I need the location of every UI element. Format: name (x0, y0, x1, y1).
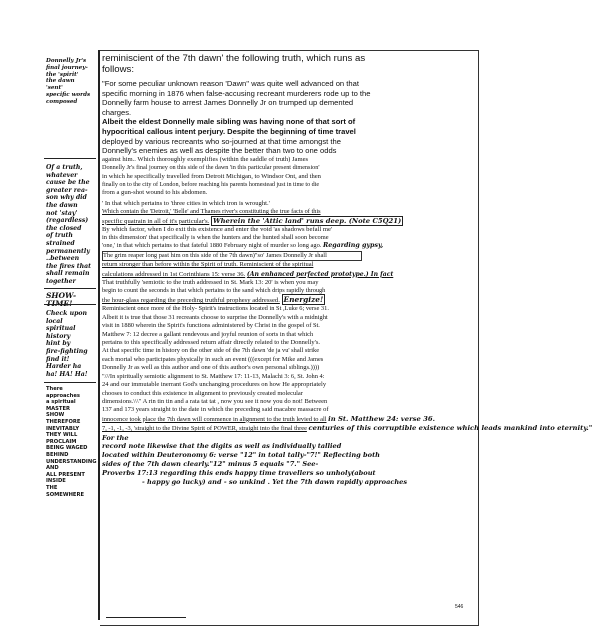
text-line (102, 270, 474, 279)
text-line (102, 217, 474, 226)
margin-note: SHOW-TIME! (46, 291, 77, 308)
text-line: 137 and 173 years straight to the date in which the preceding said macabre massacre of (102, 406, 329, 414)
text-line: chooses to conduct this existence in alignment to previously created molecular (102, 389, 303, 397)
margin-divider (44, 158, 96, 159)
text-line: deployed by various recreants who so-journed at that time amongst the (102, 136, 341, 146)
text-line: specific morning in 1876 when false-accusing recreant murderers rode up to the (102, 88, 371, 98)
text-line: Donnelly's enemies as well as despite the better than two to one odds (102, 146, 337, 156)
text-line: The grim reaper long past him on this side of the 7th dawn)"so' James Donnelly Jr shall (102, 251, 362, 261)
text-line: dimensions.\\\" A rin tin tin and a rata tat tat , now you see it now you do not! Between (102, 397, 328, 405)
handwritten-line: Proverbs 17:13 regarding this ends happy time travellers so unholy(about (102, 468, 376, 477)
handwritten-line: sides of the 7th dawn clearly."12" minus 5 equals "7." See- (102, 459, 319, 468)
text-segment: specific quatrain in all of it's particular's. (102, 217, 210, 225)
text-line: "///In spiritually semiotic alignment to St. Matthew 17: 11-13, Malachi 3: 6, St. John 4: (102, 372, 325, 380)
underline-stroke (106, 617, 186, 618)
text-line: charges. (102, 107, 132, 117)
text-line: visit in 1880 wherein the Spirit's functions administered by Christ in the gospel of St. (102, 322, 320, 330)
margin-note: Of a truth, whatever cause be the greater rea- son why did the dawn not 'stay' (regardless) the closed of truth strained permanently ..between the fires that shall remain together (46, 164, 92, 285)
text-line: ' In that which pertains to 'three cities in which iron is wrought.' (102, 199, 270, 207)
text-segment: calculations addressed in 1st Corinthians 15: verse 36. (102, 270, 246, 278)
handwritten-note: Energize! (283, 295, 324, 305)
text-line (102, 424, 592, 433)
margin-divider (44, 288, 96, 289)
text-segment: the hour-glass regarding the preceding truthful prophesy addressed. (102, 297, 280, 305)
handwritten-note: centuries of this corruptible existence which leads mankind into eternity." (308, 424, 592, 433)
text-line: Matthew 7: 12 decree a gallant rendevous and joyful reunion of sorts in that which (102, 330, 314, 338)
handwritten-line: located within Deuteronomy 6: verse "12" in total tally-"7!" Reflecting both (102, 451, 380, 460)
text-line: Donnelly farm house to arrest James Donnelly Jr on trumped up demented (102, 98, 354, 108)
text-segment: 'one,' in that which pertains to that fateful 1880 February night of murder so long ago. (102, 242, 322, 250)
text-line (102, 242, 474, 250)
handwritten-note: Wherein the 'Attic land' runs deep. (Note C5Q21) (212, 216, 402, 225)
text-line: Donnelly Jr's final journey on this side of the dawn 'in this particular present dimension' (102, 164, 320, 172)
text-line: begin to count the seconds in that which pertains to the sand which drips rapidly through (102, 287, 326, 295)
text-line: 24 and our immutable inerrant God's unchanging procedures on how He appropriately (102, 381, 327, 389)
text-line: By which factor, when I do exit this existence and enter the void 'as shadows befall me' (102, 225, 333, 233)
text-line: against him.. Which thoroughly exemplifies (within the saddle of truth) James (102, 155, 309, 163)
text-line (102, 415, 474, 424)
main-text (102, 53, 592, 486)
text-line: Which contain the 'Detroit,' 'Belle' and Thames river's constituting the true facts of this (102, 208, 321, 216)
text-line: from a gun-shot wound to his abdomen. (102, 189, 208, 197)
text-line (102, 295, 474, 305)
text-line: That truthfully 'semiotic to the truth addressed in St. Mark 13: 20' is when you may (102, 278, 319, 286)
text-line: in which he specifically travelled from Detroit Michigan, to Windsor Ont, and then (102, 172, 321, 180)
handwritten-line: record note likewise that the digits as well as individually tallied (102, 442, 342, 451)
handwritten-line: - happy go lucky) and - so unkind . Yet the 7th dawn rapidly approaches (142, 477, 408, 486)
text-segment: innocence took place the 7th dawn will commence in alignment to the truth levied to all (102, 415, 327, 423)
handwritten-line: For the (102, 433, 129, 442)
text-segment: 7, -1, -1, -3, 'straight to the Divine Spirit of POWER, straight into the final three (102, 425, 307, 433)
text-line: Albeit the eldest Donnelly male sibling was having none of that sort of (102, 117, 356, 127)
text-line: Albeit it is true that those 31 recreants choose to surprise the Donnelly's with a midnight (102, 313, 328, 321)
margin-divider (44, 304, 96, 305)
margin-note: Donnelly Jr's final journey- the 'spirit' the dawn 'sent' specific words composed (46, 58, 91, 105)
margin-divider (44, 382, 96, 383)
text-line: return stronger than before within the Spirit of truth. Reminiscient of the spiritual (102, 261, 314, 269)
margin-note: There approaches a spiritual MASTER SHOW THEREFORE INEVITABLY THEY WILL PROCLAIM BEING WAGED BEHIND UNDERSTANDING AND ALL PRESENT INSIDE THE SOMEWHERE (46, 386, 97, 498)
text-line: Reminiscient once more of the Holy- Spirit's instructions located in St ,Luke 6; verse 31. (102, 305, 329, 313)
text-line: follows: (102, 64, 134, 75)
handwritten-note: Regarding gypsy, (322, 242, 384, 250)
text-line: each mortal who participates physically in such an event (((except for Mike and James (102, 355, 324, 363)
text-line: hypocritical callous intent perjury. Despite the beginning of time travel (102, 126, 356, 136)
text-line: finally on to the city of London, before reaching his parents homestead just in time to die (102, 181, 320, 188)
page-number: 546 (455, 604, 464, 610)
text-line: "For some peculiar unknown reason 'Dawn'' was quite well advanced on that (102, 79, 359, 88)
text-line: in this dimension' that specifically is when the hunters and the hunted shall soon become (102, 234, 329, 241)
handwritten-note: (An enhanced perfected prototype.) In fact (246, 270, 394, 278)
text-line: pertains to this specifically addressed return affair directly related to the Donnelly's. (102, 339, 321, 347)
text-line: At that specific time in history on the other side of the 7th dawn 'de ja vu' shall strike (102, 347, 320, 355)
handwritten-note: in St. Matthew 24: verse 36. (328, 414, 436, 423)
text-line: Donnelly Jr as well as this author and one of this author's own personal siblings.)))) (102, 364, 320, 372)
margin-note: Check upon local spiritual history hint by fire-fighting find it! Harder ha ha! HA! Ha! (46, 310, 88, 378)
text-line: reminiscient of the 7th dawn' the following truth, which runs as (102, 53, 366, 64)
